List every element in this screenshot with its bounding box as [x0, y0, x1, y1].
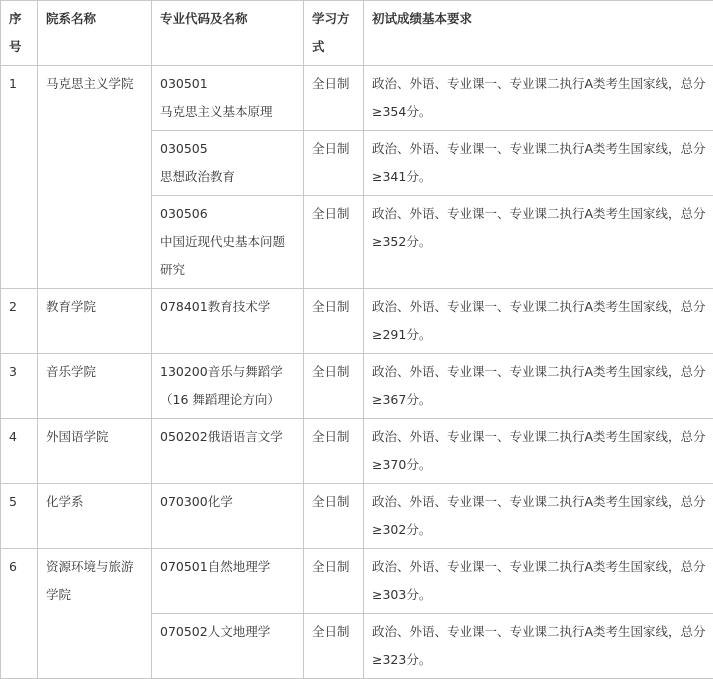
major-cell	[152, 614, 304, 679]
mode-cell: 全日制	[304, 289, 364, 354]
dept-cell: 音乐学院	[38, 354, 152, 419]
mode-cell: 全日制	[304, 131, 364, 196]
mode-cell: 全日制	[304, 66, 364, 131]
dept-cell: 外国语学院	[38, 419, 152, 484]
req-cell: 政治、外语、专业课一、专业课二执行A类考生国家线，总分≥323分。	[364, 614, 713, 679]
mode-cell: 全日制	[304, 614, 364, 679]
major-cell	[152, 289, 304, 354]
dept-cell: 马克思主义学院	[38, 66, 152, 289]
table-row	[1, 66, 713, 131]
major-cell	[152, 354, 304, 419]
major-name: 马克思主义基本原理	[160, 98, 295, 126]
seq-cell: 3	[1, 354, 38, 419]
seq-cell: 4	[1, 419, 38, 484]
req-cell: 政治、外语、专业课一、专业课二执行A类考生国家线，总分≥370分。	[364, 419, 713, 484]
req-cell: 政治、外语、专业课一、专业课二执行A类考生国家线，总分≥303分。	[364, 549, 713, 614]
table-row	[1, 549, 713, 614]
mode-cell: 全日制	[304, 549, 364, 614]
req-cell: 政治、外语、专业课一、专业课二执行A类考生国家线，总分≥354分。	[364, 66, 713, 131]
seq-cell: 2	[1, 289, 38, 354]
major-cell	[152, 549, 304, 614]
major-code: 050202俄语语言文学	[160, 423, 295, 451]
major-code: 070502人文地理学	[160, 618, 295, 646]
header-mode: 学习方式	[304, 1, 364, 66]
dept-cell: 教育学院	[38, 289, 152, 354]
header-major: 专业代码及名称	[152, 1, 304, 66]
seq-cell: 5	[1, 484, 38, 549]
major-cell	[152, 419, 304, 484]
table-row	[1, 484, 713, 549]
dept-cell: 化学系	[38, 484, 152, 549]
table-header-row	[1, 1, 713, 66]
table-row	[1, 289, 713, 354]
header-req: 初试成绩基本要求	[364, 1, 713, 66]
major-code: 078401教育技术学	[160, 293, 295, 321]
req-cell: 政治、外语、专业课一、专业课二执行A类考生国家线，总分≥302分。	[364, 484, 713, 549]
major-code: 030506	[160, 200, 295, 228]
major-cell	[152, 484, 304, 549]
major-cell	[152, 196, 304, 289]
req-cell: 政治、外语、专业课一、专业课二执行A类考生国家线，总分≥352分。	[364, 196, 713, 289]
header-dept: 院系名称	[38, 1, 152, 66]
mode-cell: 全日制	[304, 196, 364, 289]
major-name: 中国近现代史基本问题研究	[160, 228, 295, 284]
table-row	[1, 354, 713, 419]
mode-cell: 全日制	[304, 354, 364, 419]
seq-cell: 6	[1, 549, 38, 679]
major-code: 030501	[160, 70, 295, 98]
seq-cell: 1	[1, 66, 38, 289]
major-code: 130200音乐与舞蹈学	[160, 358, 295, 386]
major-code: 070300化学	[160, 488, 295, 516]
req-cell: 政治、外语、专业课一、专业课二执行A类考生国家线，总分≥291分。	[364, 289, 713, 354]
major-code: 030505	[160, 135, 295, 163]
req-cell: 政治、外语、专业课一、专业课二执行A类考生国家线，总分≥367分。	[364, 354, 713, 419]
req-cell: 政治、外语、专业课一、专业课二执行A类考生国家线，总分≥341分。	[364, 131, 713, 196]
header-seq: 序号	[1, 1, 38, 66]
major-code: 070501自然地理学	[160, 553, 295, 581]
major-cell	[152, 66, 304, 131]
major-cell	[152, 131, 304, 196]
dept-cell: 资源环境与旅游学院	[38, 549, 152, 679]
mode-cell: 全日制	[304, 484, 364, 549]
major-name: （16 舞蹈理论方向）	[160, 386, 295, 414]
mode-cell: 全日制	[304, 419, 364, 484]
table-row	[1, 419, 713, 484]
major-name: 思想政治教育	[160, 163, 295, 191]
